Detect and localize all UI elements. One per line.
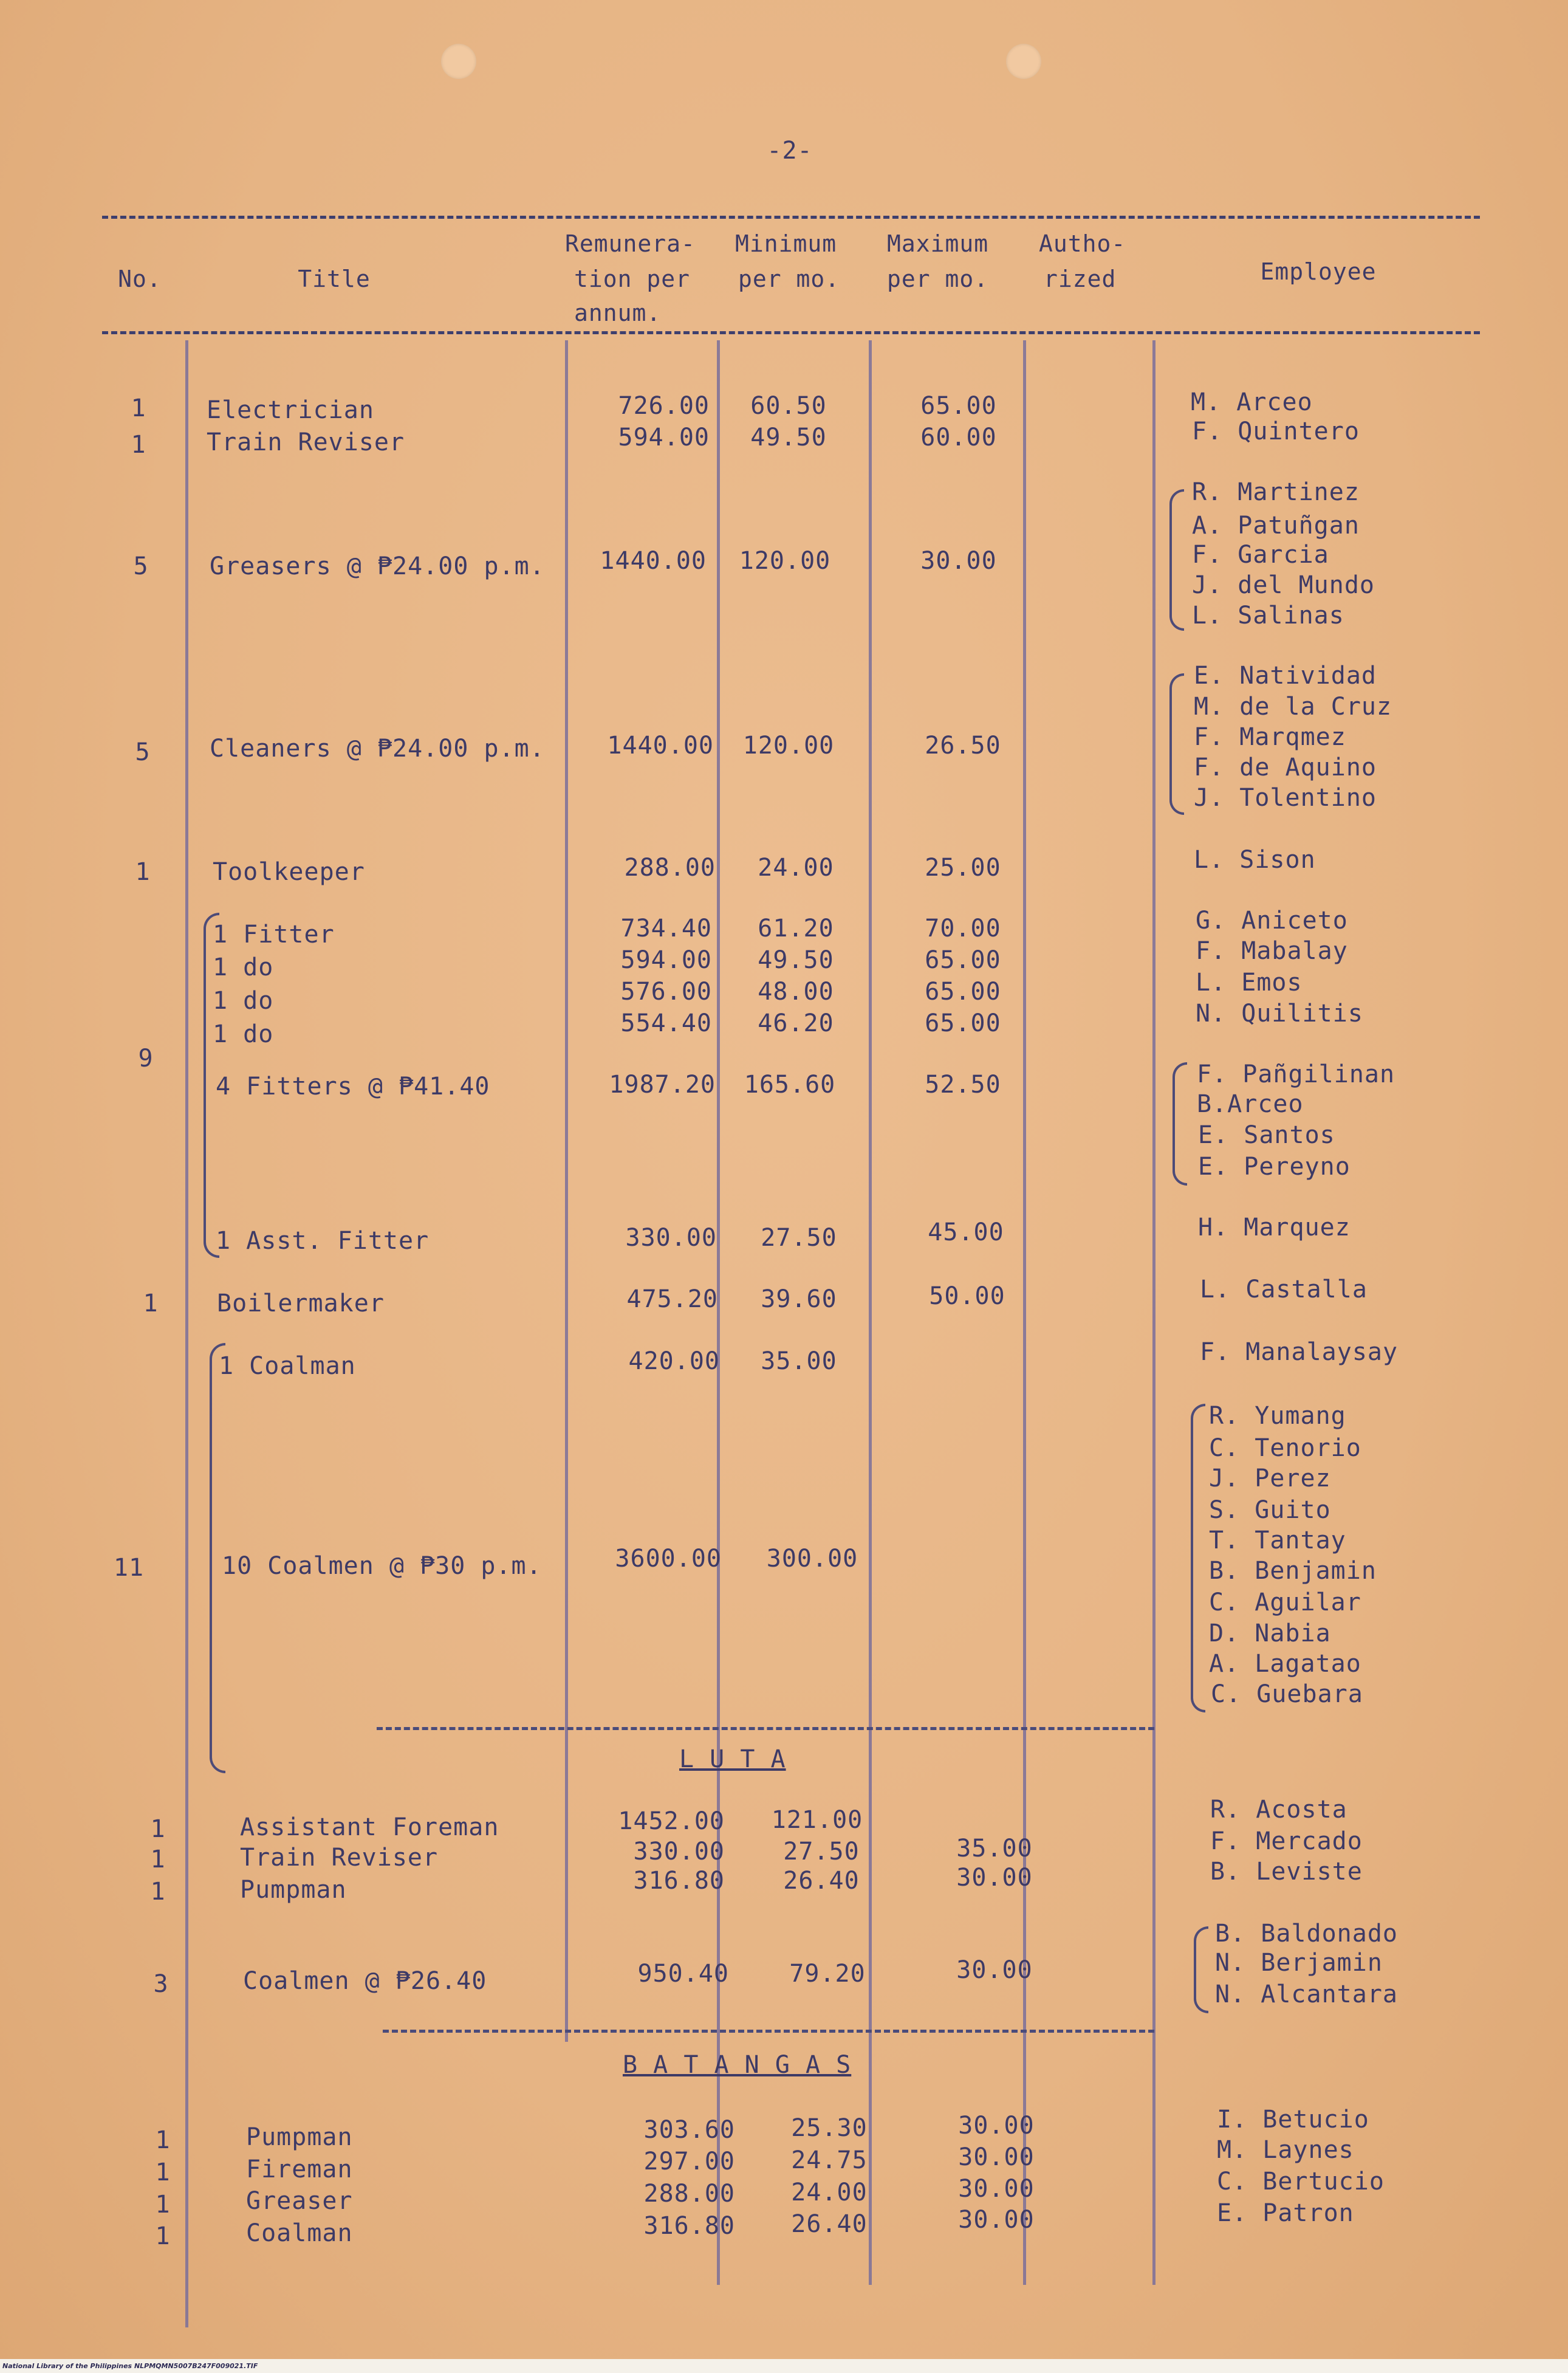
employee-name: R. Acosta — [1210, 1796, 1347, 1824]
row-remuneration: 288.00 — [643, 2180, 735, 2208]
employee-name: L. Emos — [1196, 969, 1303, 997]
row-no: 5 — [133, 552, 149, 580]
employee-name: M. Arceo — [1191, 388, 1313, 416]
row-minimum: 25.30 — [791, 2114, 868, 2142]
row-maximum: 65.00 — [925, 978, 1001, 1006]
row-minimum: 39.60 — [761, 1285, 837, 1313]
row-remuneration: 316.80 — [643, 2212, 735, 2240]
group-brace — [1169, 489, 1184, 631]
header-remuneration-2: tion per — [574, 266, 691, 292]
header-authorized-1: Autho- — [1039, 230, 1126, 257]
row-minimum: 49.50 — [750, 424, 827, 452]
column-line — [1152, 340, 1155, 2285]
employee-name: E. Natividad — [1194, 662, 1377, 690]
row-no: 1 — [131, 431, 146, 459]
section-divider — [377, 1727, 1154, 1730]
employee-name: F. Garcia — [1192, 541, 1329, 569]
row-maximum: 30.00 — [958, 2112, 1035, 2140]
column-line — [869, 340, 872, 2285]
row-title: 4 Fitters @ ₱41.40 — [216, 1073, 490, 1101]
employee-name: G. Aniceto — [1196, 907, 1348, 935]
employee-name: C. Guebara — [1211, 1680, 1363, 1708]
employee-name: F. Manalaysay — [1200, 1338, 1399, 1366]
row-remuneration: 330.00 — [633, 1838, 725, 1866]
employee-name: C. Tenorio — [1209, 1434, 1361, 1462]
row-remuneration: 576.00 — [620, 978, 712, 1006]
row-minimum: 26.40 — [783, 1867, 860, 1895]
header-employee: Employee — [1260, 258, 1377, 285]
row-title: Coalman — [246, 2219, 353, 2247]
row-title: 1 do — [213, 953, 274, 981]
row-title: Assistant Foreman — [240, 1813, 499, 1841]
header-maximum-1: Maximum — [887, 230, 989, 257]
group-brace — [1169, 673, 1184, 815]
section-heading-batangas: B A T A N G A S — [623, 2051, 852, 2079]
group-brace — [210, 1343, 225, 1773]
row-maximum: 25.00 — [925, 854, 1001, 882]
employee-name: E. Santos — [1198, 1121, 1335, 1149]
header-minimum-2: per mo. — [738, 266, 840, 292]
employee-name: B.Arceo — [1197, 1090, 1304, 1118]
employee-name: E. Pereyno — [1198, 1153, 1351, 1181]
row-title: Pumpman — [240, 1876, 347, 1904]
row-title: 1 Fitter — [213, 921, 335, 949]
row-minimum: 60.50 — [750, 392, 827, 420]
header-minimum-1: Minimum — [735, 230, 837, 257]
header-remuneration-1: Remunera- — [565, 230, 696, 257]
row-minimum: 26.40 — [791, 2210, 868, 2238]
row-title: 1 Asst. Fitter — [216, 1227, 430, 1255]
row-title: Greasers @ ₱24.00 p.m. — [210, 552, 545, 580]
employee-name: F. Marqmez — [1194, 723, 1346, 751]
row-remuneration: 288.00 — [624, 854, 716, 882]
header-no: No. — [118, 266, 162, 292]
row-minimum: 120.00 — [739, 547, 831, 575]
row-remuneration: 1440.00 — [607, 732, 714, 760]
row-no: 1 — [155, 2191, 171, 2219]
page-number: -2- — [767, 137, 813, 165]
employee-name: F. de Aquino — [1194, 754, 1377, 781]
employee-name: B. Baldonado — [1215, 1920, 1398, 1948]
row-minimum: 300.00 — [766, 1545, 858, 1573]
row-minimum: 121.00 — [771, 1806, 863, 1834]
row-minimum: 27.50 — [761, 1224, 837, 1252]
group-brace — [1191, 1404, 1205, 1712]
row-no: 1 — [143, 1290, 159, 1317]
employee-name: J. Perez — [1209, 1465, 1331, 1492]
row-remuneration: 297.00 — [643, 2148, 735, 2176]
row-minimum: 24.00 — [791, 2179, 868, 2206]
row-no: 1 — [150, 1878, 166, 1906]
row-maximum: 30.00 — [958, 2175, 1035, 2203]
row-no: 9 — [138, 1045, 154, 1073]
employee-name: F. Mabalay — [1196, 937, 1348, 965]
section-heading-luta: L U T A — [679, 1745, 786, 1773]
row-minimum: 120.00 — [742, 732, 835, 760]
row-minimum: 48.00 — [758, 978, 834, 1006]
employee-name: C. Aguilar — [1209, 1588, 1361, 1616]
row-maximum: 30.00 — [956, 1956, 1033, 1984]
employee-name: F. Quintero — [1192, 417, 1360, 445]
employee-name: C. Bertucio — [1217, 2168, 1385, 2196]
row-minimum: 49.50 — [758, 946, 834, 974]
row-minimum: 24.75 — [791, 2146, 868, 2174]
employee-name: L. Castalla — [1200, 1276, 1368, 1303]
row-remuneration: 1987.20 — [609, 1071, 716, 1099]
row-minimum: 24.00 — [758, 854, 834, 882]
employee-name: N. Berjamin — [1215, 1949, 1383, 1977]
section-divider — [383, 2030, 1154, 2033]
row-title: Electrician — [207, 396, 374, 424]
employee-name: S. Guito — [1209, 1496, 1331, 1524]
row-maximum: 65.00 — [925, 946, 1001, 974]
row-no: 1 — [155, 2158, 171, 2186]
row-title: 1 do — [213, 1020, 274, 1048]
top-rule — [102, 216, 1480, 219]
row-remuneration: 3600.00 — [615, 1545, 722, 1573]
employee-name: M. Laynes — [1217, 2136, 1354, 2164]
employee-name: L. Salinas — [1192, 602, 1344, 630]
row-title: Train Reviser — [240, 1844, 439, 1872]
row-maximum: 26.50 — [925, 732, 1001, 760]
header-authorized-2: rized — [1044, 266, 1117, 292]
row-minimum: 61.20 — [758, 915, 834, 943]
employee-name: D. Nabia — [1209, 1619, 1331, 1647]
header-remuneration-3: annum. — [574, 300, 662, 326]
row-no: 1 — [150, 1846, 166, 1873]
employee-name: A. Lagatao — [1209, 1650, 1361, 1678]
employee-name: B. Benjamin — [1209, 1557, 1377, 1585]
row-remuneration: 594.00 — [620, 946, 712, 974]
row-title: Toolkeeper — [213, 858, 365, 886]
group-brace — [204, 913, 219, 1258]
row-minimum: 27.50 — [783, 1838, 860, 1866]
row-no: 3 — [153, 1970, 169, 1998]
row-maximum: 60.00 — [920, 424, 997, 452]
row-remuneration: 316.80 — [633, 1867, 725, 1895]
employee-name: B. Leviste — [1210, 1858, 1363, 1886]
employee-name: N. Alcantara — [1215, 1980, 1398, 2008]
header-rule — [102, 331, 1480, 334]
row-remuneration: 734.40 — [620, 915, 712, 943]
row-remuneration: 303.60 — [643, 2116, 735, 2144]
row-title: Train Reviser — [207, 428, 405, 456]
header-maximum-2: per mo. — [887, 266, 989, 292]
group-brace — [1173, 1062, 1187, 1186]
row-maximum: 30.00 — [958, 2143, 1035, 2171]
row-title: 1 Coalman — [219, 1352, 356, 1380]
row-no: 11 — [113, 1554, 145, 1582]
row-title: Boilermaker — [217, 1290, 385, 1317]
punch-hole — [441, 44, 476, 79]
row-remuneration: 594.00 — [618, 424, 710, 452]
row-maximum: 30.00 — [920, 547, 997, 575]
header-title: Title — [298, 266, 371, 292]
employee-name: R. Martinez — [1192, 478, 1360, 506]
row-title: 1 do — [213, 987, 274, 1015]
employee-name: J. Tolentino — [1194, 784, 1377, 812]
row-title: Cleaners @ ₱24.00 p.m. — [210, 735, 545, 763]
employee-name: E. Patron — [1217, 2199, 1354, 2227]
employee-name: H. Marquez — [1198, 1214, 1351, 1241]
employee-name: F. Mercado — [1210, 1827, 1363, 1855]
row-title: Pumpman — [246, 2123, 353, 2151]
row-minimum: 35.00 — [761, 1347, 837, 1375]
row-maximum: 50.00 — [929, 1282, 1005, 1310]
archive-footer: National Library of the Philippines NLPMQMN5007B247F009021.TIF — [0, 2359, 1568, 2373]
employee-name: I. Betucio — [1217, 2106, 1369, 2134]
column-line — [1023, 340, 1026, 2285]
column-line — [565, 340, 568, 2042]
row-remuneration: 1452.00 — [618, 1807, 725, 1835]
row-title: Coalmen @ ₱26.40 — [243, 1967, 487, 1995]
row-minimum: 79.20 — [789, 1960, 866, 1988]
column-line — [185, 340, 188, 2327]
employee-name: J. del Mundo — [1192, 571, 1375, 599]
row-title: Fireman — [246, 2155, 353, 2183]
row-remuneration: 726.00 — [618, 392, 710, 420]
punch-hole — [1006, 44, 1041, 79]
employee-name: A. Patuñgan — [1192, 512, 1360, 540]
row-remuneration: 1440.00 — [600, 547, 707, 575]
employee-name: N. Quilitis — [1196, 1000, 1363, 1028]
employee-name: L. Sison — [1194, 846, 1316, 874]
employee-name: R. Yumang — [1209, 1402, 1346, 1430]
group-brace — [1194, 1926, 1208, 2013]
row-maximum: 35.00 — [956, 1835, 1033, 1863]
row-minimum: 46.20 — [758, 1009, 834, 1037]
row-no: 5 — [135, 738, 151, 766]
employee-name: F. Pañgilinan — [1197, 1060, 1395, 1088]
row-remuneration: 554.40 — [620, 1009, 712, 1037]
row-maximum: 30.00 — [956, 1864, 1033, 1892]
row-no: 1 — [155, 2222, 171, 2250]
row-title: 10 Coalmen @ ₱30 p.m. — [222, 1552, 542, 1580]
row-remuneration: 950.40 — [637, 1960, 729, 1988]
row-maximum: 65.00 — [925, 1009, 1001, 1037]
employee-name: M. de la Cruz — [1194, 693, 1392, 721]
row-maximum: 52.50 — [925, 1071, 1001, 1099]
row-maximum: 45.00 — [928, 1218, 1004, 1246]
row-maximum: 65.00 — [920, 392, 997, 420]
row-title: Greaser — [246, 2187, 353, 2215]
row-maximum: 30.00 — [958, 2206, 1035, 2234]
row-no: 1 — [135, 858, 151, 886]
employee-name: T. Tantay — [1209, 1526, 1346, 1554]
row-remuneration: 420.00 — [628, 1347, 720, 1375]
row-minimum: 165.60 — [744, 1071, 836, 1099]
row-remuneration: 475.20 — [626, 1285, 718, 1313]
row-remuneration: 330.00 — [625, 1224, 717, 1252]
row-no: 1 — [155, 2126, 171, 2154]
row-maximum: 70.00 — [925, 915, 1001, 943]
row-no: 1 — [131, 394, 146, 422]
row-no: 1 — [150, 1815, 166, 1843]
